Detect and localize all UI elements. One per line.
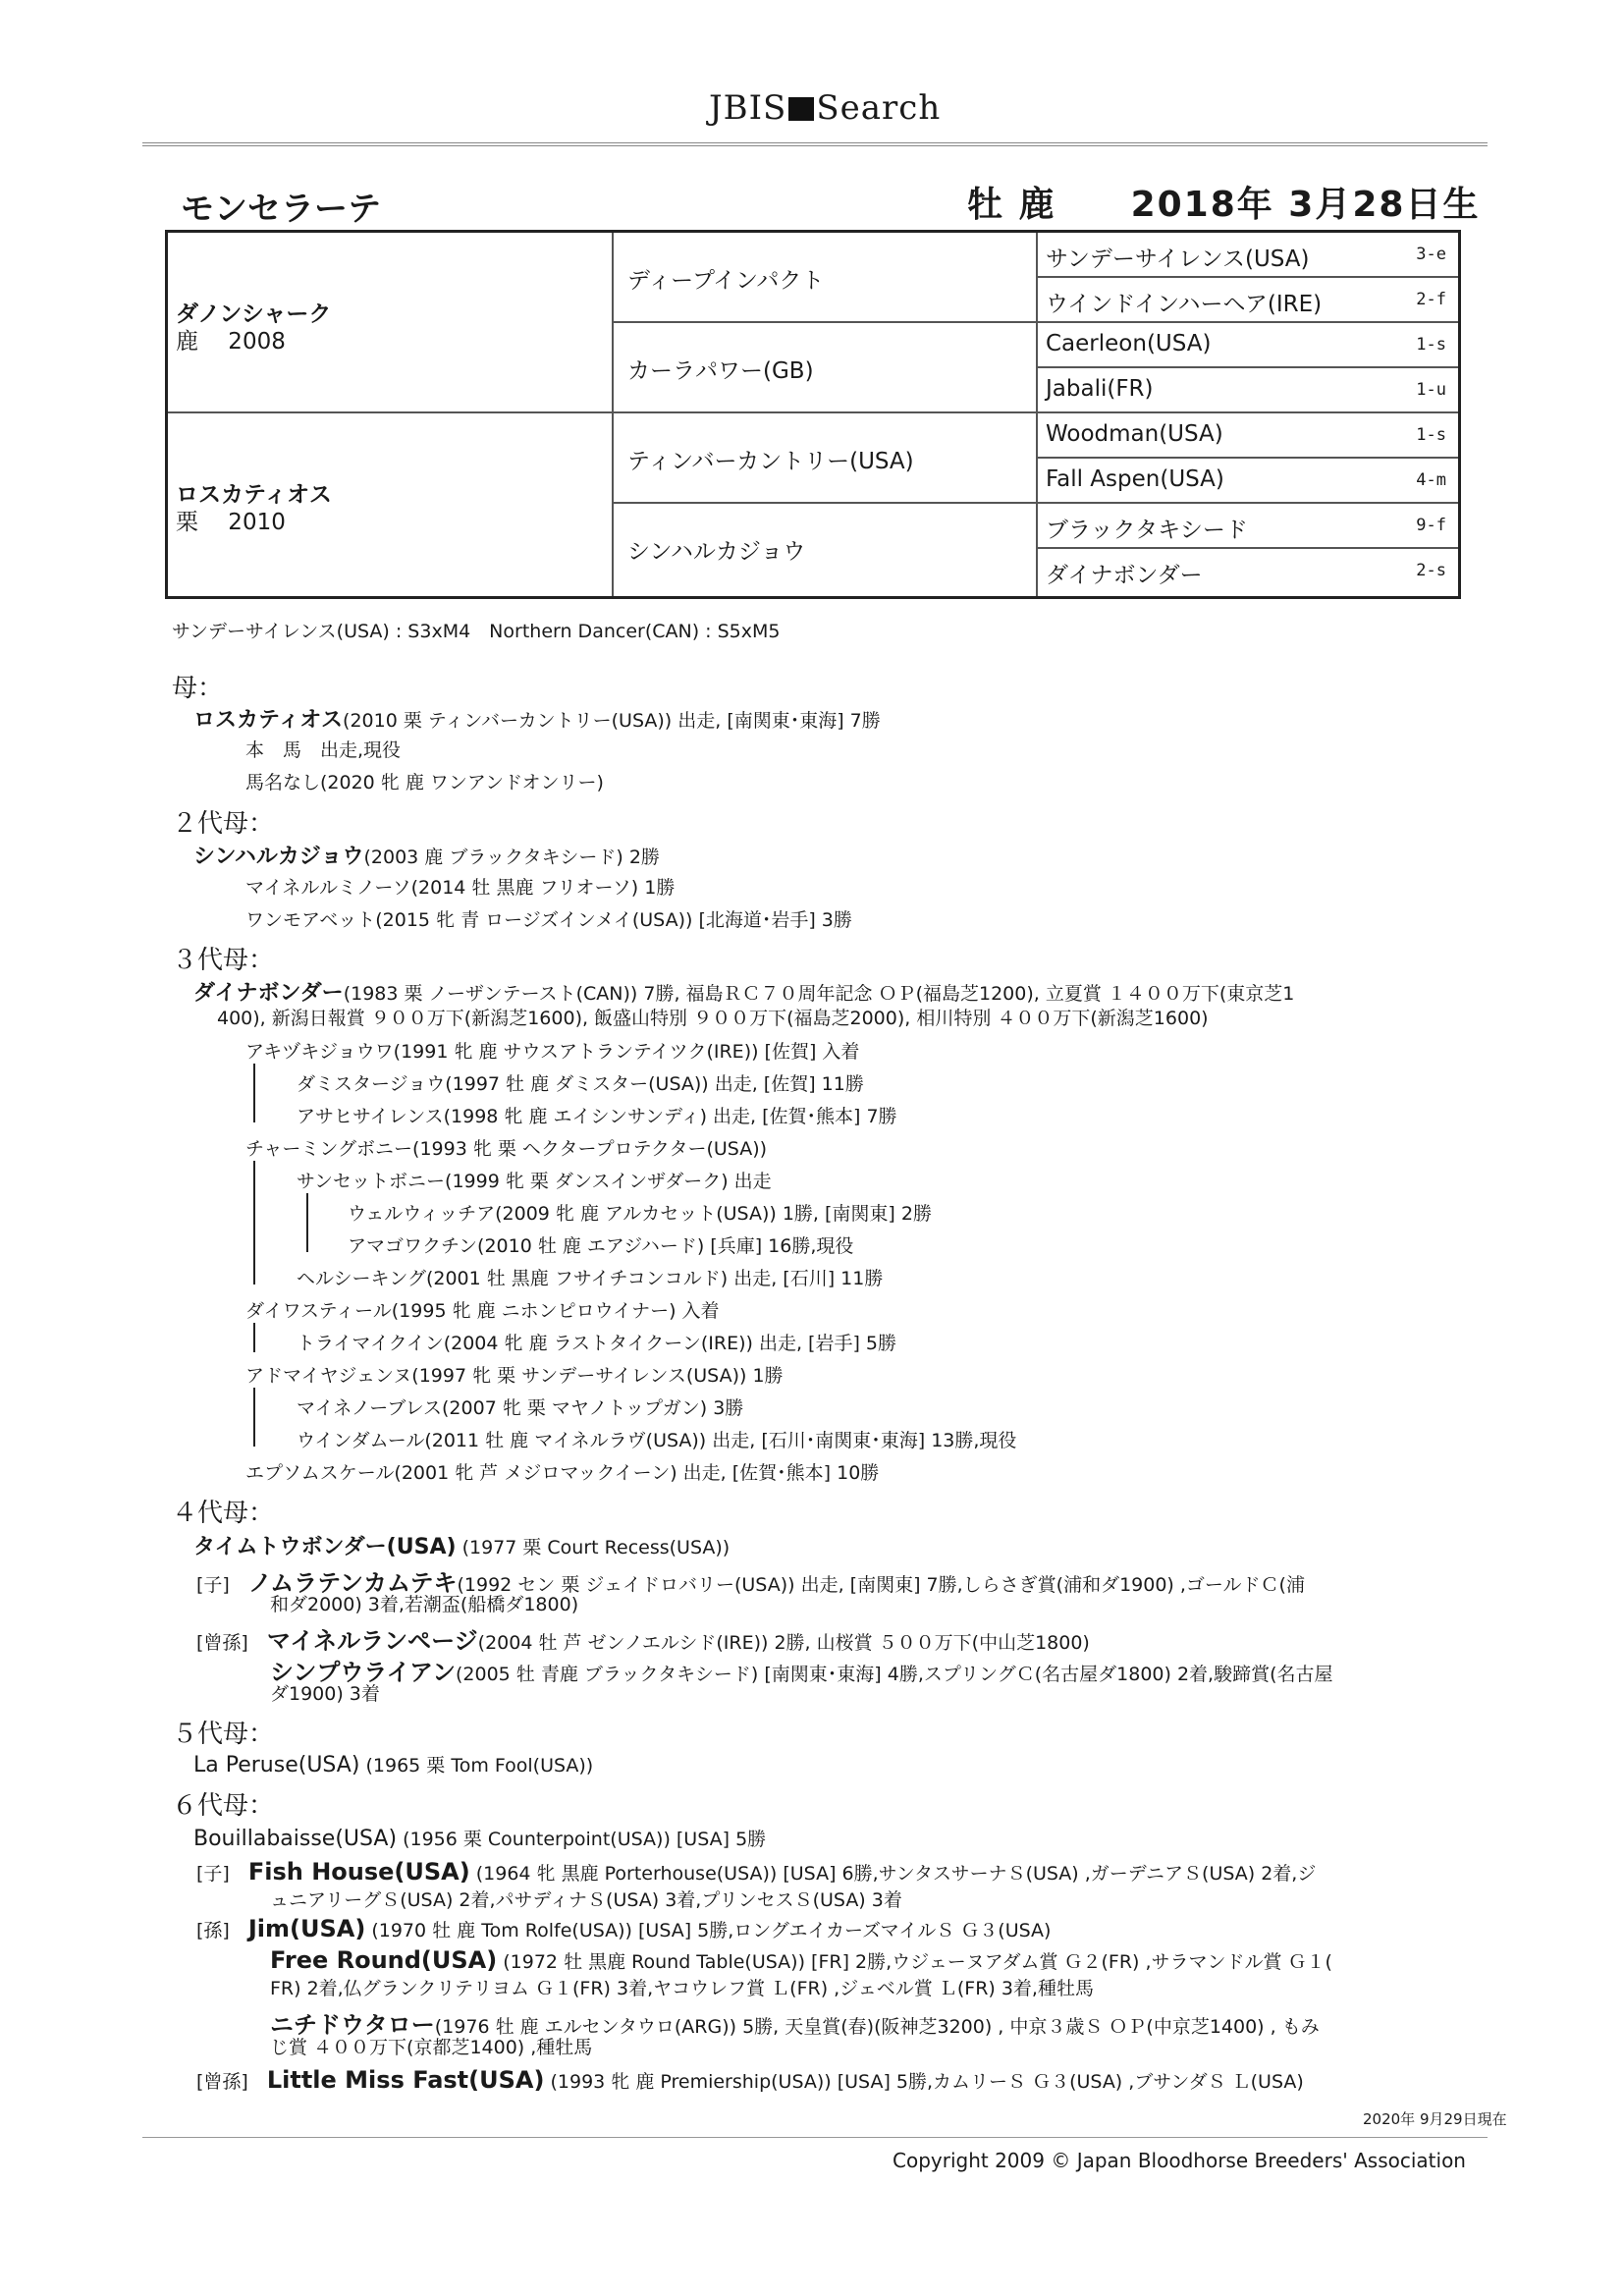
line-text: (1970 牡 鹿 Tom Rolfe(USA)) [USA] 5勝,ロングエイカーズマイルＳ Ｇ３(USA): [365, 1920, 1052, 1941]
gen3-cell: [1038, 233, 1458, 278]
section-4th-dam: ４代母：: [172, 1499, 275, 1528]
pedigree-line: じ賞 ４００万下(京都芝1400) ,種牡馬: [270, 2037, 593, 2058]
gen3-name: ダイナボンダー: [1046, 563, 1203, 588]
pedigree-line: チャーミングボニー(1993 牝 栗 ヘクタープロテクター(USA)): [245, 1138, 768, 1160]
section-2nd-dam: ２代母：: [172, 809, 275, 839]
gen3-cell: [1038, 323, 1458, 368]
pedigree-line: マイネノーブレス(2007 牝 栗 マヤノトップガン) 3勝: [297, 1397, 744, 1419]
pedigree-line: サンセットボニー(1999 牝 栗 ダンスインザダーク) 出走: [297, 1171, 772, 1192]
pedigree-line: ュニアリーグＳ(USA) 2着,パサディナＳ(USA) 3着,プリンセスＳ(USA) 3着: [270, 1889, 902, 1911]
pedigree-line: マイネルルミノーソ(2014 牡 黒鹿 フリオーソ) 1勝: [245, 877, 676, 899]
pedigree-line: [270, 1653, 1333, 1687]
gen3-name: Fall Aspen(USA): [1046, 466, 1224, 492]
pedigree-table: [165, 230, 1461, 599]
pedigree-line: [193, 840, 660, 870]
pedigree-line: 本 馬 出走,現役: [245, 739, 402, 761]
line-text: (1976 牡 鹿 エルセンタウロ(ARG)) 5勝, 天皇賞(春)(阪神芝3200) , 中京３歳Ｓ ＯＰ(中京芝1400) , もみ: [434, 2016, 1320, 2038]
pedigree-line: トライマイクイン(2004 牝 鹿 ラストタイクーン(IRE)) 出走, [岩手] 5勝: [297, 1333, 897, 1354]
dam-cell: [168, 413, 614, 596]
family-code: 1-u: [1416, 380, 1446, 400]
relation-tag: [子]: [196, 1574, 230, 1596]
gen3-cell: [1038, 549, 1458, 596]
pedigree-line: [196, 1915, 1051, 1942]
family-code: 1-s: [1416, 335, 1446, 355]
line-text: (1977 栗 Court Recess(USA)): [456, 1537, 731, 1558]
horse-link[interactable]: ロスカティオス: [193, 708, 344, 733]
gen3-cell: [1038, 459, 1458, 504]
sex-color: 牡 鹿: [967, 185, 1056, 225]
gen2-cell: [614, 233, 1038, 323]
line-text: (1956 栗 Counterpoint(USA)) [USA] 5勝: [397, 1829, 767, 1850]
gen3-name: Woodman(USA): [1046, 421, 1223, 447]
horse-link[interactable]: シンハルカジョウ: [193, 845, 364, 869]
as-of-date: 2020年 9月29日現在: [1363, 2110, 1507, 2128]
tree-connector: [253, 1323, 255, 1352]
pedigree-line: ダ1900) 3着: [270, 1683, 380, 1705]
horse-link[interactable]: La Peruse(USA): [193, 1753, 360, 1777]
logo-text-left: JBIS: [709, 88, 787, 128]
gen3-name: Jabali(FR): [1046, 376, 1154, 402]
horse-link[interactable]: ニチドウタロー: [270, 2011, 435, 2039]
pedigree-line: ウインダムール(2011 牡 鹿 マイネルラヴ(USA)) 出走, [石川･南関東･東海] 13勝,現役: [297, 1430, 1017, 1451]
gen3-cell: [1038, 278, 1458, 323]
section-dam: 母：: [172, 674, 224, 703]
gen3-name: サンデーサイレンス(USA): [1046, 246, 1310, 272]
horse-link[interactable]: Bouillabaisse(USA): [193, 1827, 398, 1851]
footer-divider: [142, 2137, 1488, 2138]
horse-link[interactable]: タイムトウボンダー(USA): [193, 1535, 457, 1559]
section-5th-dam: ５代母：: [172, 1720, 275, 1749]
horse-link[interactable]: Fish House(USA): [247, 1858, 470, 1886]
pedigree-line: アドマイヤジェンヌ(1997 牝 栗 サンデーサイレンス(USA)) 1勝: [245, 1365, 784, 1387]
pedigree-line: [196, 1621, 1090, 1656]
pedigree-line: アキヅキジョウワ(1991 牝 鹿 サウスアトランテイツク(IRE)) [佐賀] 入着: [245, 1041, 860, 1063]
gen3-name: ウインドインハーヘア(IRE): [1046, 292, 1323, 317]
line-text: (1972 牡 黒鹿 Round Table(USA)) [FR] 2勝,ウジェーヌアダム賞 Ｇ２(FR) ,サラマンドル賞 Ｇ１(: [497, 1951, 1332, 1973]
gen2-cell: [614, 504, 1038, 596]
line-text: (2004 牡 芦 ゼンノエルシド(IRE)) 2勝, 山桜賞 ５００万下(中山芝1800): [477, 1632, 1090, 1654]
family-code: 9-f: [1416, 516, 1446, 535]
family-code: 3-e: [1416, 245, 1446, 264]
gen2-name: ディープインパクト: [627, 268, 825, 294]
pedigree-line: 400), 新潟日報賞 ９００万下(新潟芝1600), 飯盛山特別 ９００万下(福島芝2000), 相川特別 ４００万下(新潟芝1600): [217, 1008, 1209, 1029]
gen2-name: ティンバーカントリー(USA): [627, 449, 914, 474]
family-code: 2-f: [1416, 290, 1446, 309]
pedigree-line: FR) 2着,仏グランクリテリヨム Ｇ１(FR) 3着,ヤコウレフ賞 Ｌ(FR) ,ジェベル賞 Ｌ(FR) 3着,種牡馬: [270, 1978, 1094, 1999]
dam-name: ロスカティオス: [176, 482, 332, 508]
gen2-cell: [614, 413, 1038, 504]
horse-name: モンセラーテ: [181, 190, 381, 229]
line-text: (2003 鹿 ブラックタキシード) 2勝: [363, 847, 660, 868]
relation-tag: [孫]: [196, 1920, 230, 1941]
horse-link[interactable]: ノムラテンカムテキ: [247, 1569, 458, 1597]
pedigree-line: ヘルシーキング(2001 牡 黒鹿 フサイチコンコルド) 出走, [石川] 11勝: [297, 1268, 884, 1289]
inbreeding-summary: サンデーサイレンス(USA) : S3xM4 Northern Dancer(CAN) : S5xM5: [172, 621, 781, 642]
gen2-cell: [614, 323, 1038, 413]
tree-connector: [253, 1064, 255, 1122]
pedigree-line: [193, 1825, 766, 1851]
line-text: (1993 牝 鹿 Premiership(USA)) [USA] 5勝,カムリーＳ Ｇ３(USA) ,ブサンダＳ Ｌ(USA): [544, 2071, 1304, 2093]
gen3-cell: [1038, 504, 1458, 549]
horse-meta: [967, 177, 1480, 227]
copyright: Copyright 2009 © Japan Bloodhorse Breeders' Association: [893, 2149, 1466, 2172]
horse-link[interactable]: マイネルランページ: [266, 1627, 478, 1655]
horse-link[interactable]: Little Miss Fast(USA): [266, 2066, 545, 2094]
pedigree-line: ワンモアベット(2015 牝 青 ロージズインメイ(USA)) [北海道･岩手] 3勝: [245, 909, 852, 931]
pedigree-line: [193, 703, 881, 734]
section-3rd-dam: ３代母：: [172, 946, 275, 975]
pedigree-line: エプソムスケール(2001 牝 芦 メジロマックイーン) 出走, [佐賀･熊本] 10勝: [245, 1462, 880, 1484]
header-divider: [142, 142, 1488, 146]
gen3-cell: [1038, 368, 1458, 413]
horse-icon: [788, 97, 814, 121]
line-text: (1964 牝 黒鹿 Porterhouse(USA)) [USA] 6勝,サンタスサーナＳ(USA) ,ガーデニアＳ(USA) 2着,ジ: [469, 1863, 1317, 1885]
sire-cell: [168, 233, 614, 413]
pedigree-line: 馬名なし(2020 牝 鹿 ワンアンドオンリー): [245, 772, 604, 793]
horse-link[interactable]: シンプウライアン: [270, 1659, 456, 1686]
line-text: (2010 栗 ティンバーカントリー(USA)) 出走, [南関東･東海] 7勝: [343, 710, 881, 732]
gen3-name: ブラックタキシード: [1046, 518, 1248, 543]
pedigree-line: 和ダ2000) 3着,若潮盃(船橋ダ1800): [270, 1594, 579, 1615]
line-text: (2005 牡 青鹿 ブラックタキシード) [南関東･東海] 4勝,スプリングＣ(名古屋ダ1800) 2着,駿蹄賞(名古屋: [456, 1664, 1333, 1685]
pedigree-line: ダミスタージョウ(1997 牡 鹿 ダミスター(USA)) 出走, [佐賀] 11勝: [297, 1073, 864, 1095]
dam-info: 栗 2010: [176, 510, 286, 535]
pedigree-line: ダイワスティール(1995 牝 鹿 ニホンピロウイナー) 入着: [245, 1300, 720, 1322]
birth-date: 2018年 3月28日生: [1130, 185, 1481, 225]
gen3-cell: [1038, 413, 1458, 459]
relation-tag: [子]: [196, 1863, 230, 1885]
logo-text-right: Search: [816, 88, 942, 128]
gen3-name: Caerleon(USA): [1046, 331, 1212, 356]
gen2-name: カーラパワー(GB): [627, 358, 814, 384]
horse-link[interactable]: Jim(USA): [247, 1915, 366, 1942]
sire-info: 鹿 2008: [176, 329, 286, 355]
tree-connector: [253, 1388, 255, 1447]
horse-link[interactable]: ダイナボンダー: [193, 981, 344, 1006]
gen2-name: シンハルカジョウ: [627, 539, 806, 565]
line-text: (1983 栗 ノーザンテースト(CAN)) 7勝, 福島ＲＣ７０周年記念 ＯＰ(福島芝1200), 立夏賞 １４００万下(東京芝1: [343, 983, 1295, 1005]
pedigree-line: ウェルウィッチア(2009 牝 鹿 アルカセット(USA)) 1勝, [南関東] 2勝: [348, 1203, 932, 1225]
pedigree-line: [193, 1530, 730, 1560]
pedigree-line: [196, 1858, 1316, 1886]
relation-tag: [曾孫]: [196, 1632, 248, 1654]
sire-name: ダノンシャーク: [176, 301, 332, 327]
section-6th-dam: ６代母：: [172, 1791, 275, 1821]
family-code: 1-s: [1416, 425, 1446, 445]
pedigree-line: アマゴワクチン(2010 牡 鹿 エアジハード) [兵庫] 16勝,現役: [348, 1235, 854, 1257]
horse-link[interactable]: Free Round(USA): [270, 1946, 498, 1974]
pedigree-line: [270, 1946, 1332, 1974]
line-text: (1992 セン 栗 ジェイドロバリー(USA)) 出走, [南関東] 7勝,しらさぎ賞(浦和ダ1900) ,ゴールドＣ(浦: [457, 1574, 1305, 1596]
family-code: 2-s: [1416, 561, 1446, 580]
pedigree-line: [193, 976, 1294, 1007]
relation-tag: [曾孫]: [196, 2071, 248, 2093]
tree-connector: [306, 1193, 308, 1252]
tree-connector: [253, 1161, 255, 1285]
pedigree-line: アサヒサイレンス(1998 牝 鹿 エイシンサンディ) 出走, [佐賀･熊本] 7勝: [297, 1106, 897, 1127]
pedigree-line: [193, 1751, 593, 1777]
jbis-logo[interactable]: [709, 88, 941, 128]
line-text: (1965 栗 Tom Fool(USA)): [359, 1755, 594, 1777]
pedigree-line: [196, 2066, 1304, 2094]
header: [0, 49, 1624, 147]
family-code: 4-m: [1416, 470, 1446, 490]
